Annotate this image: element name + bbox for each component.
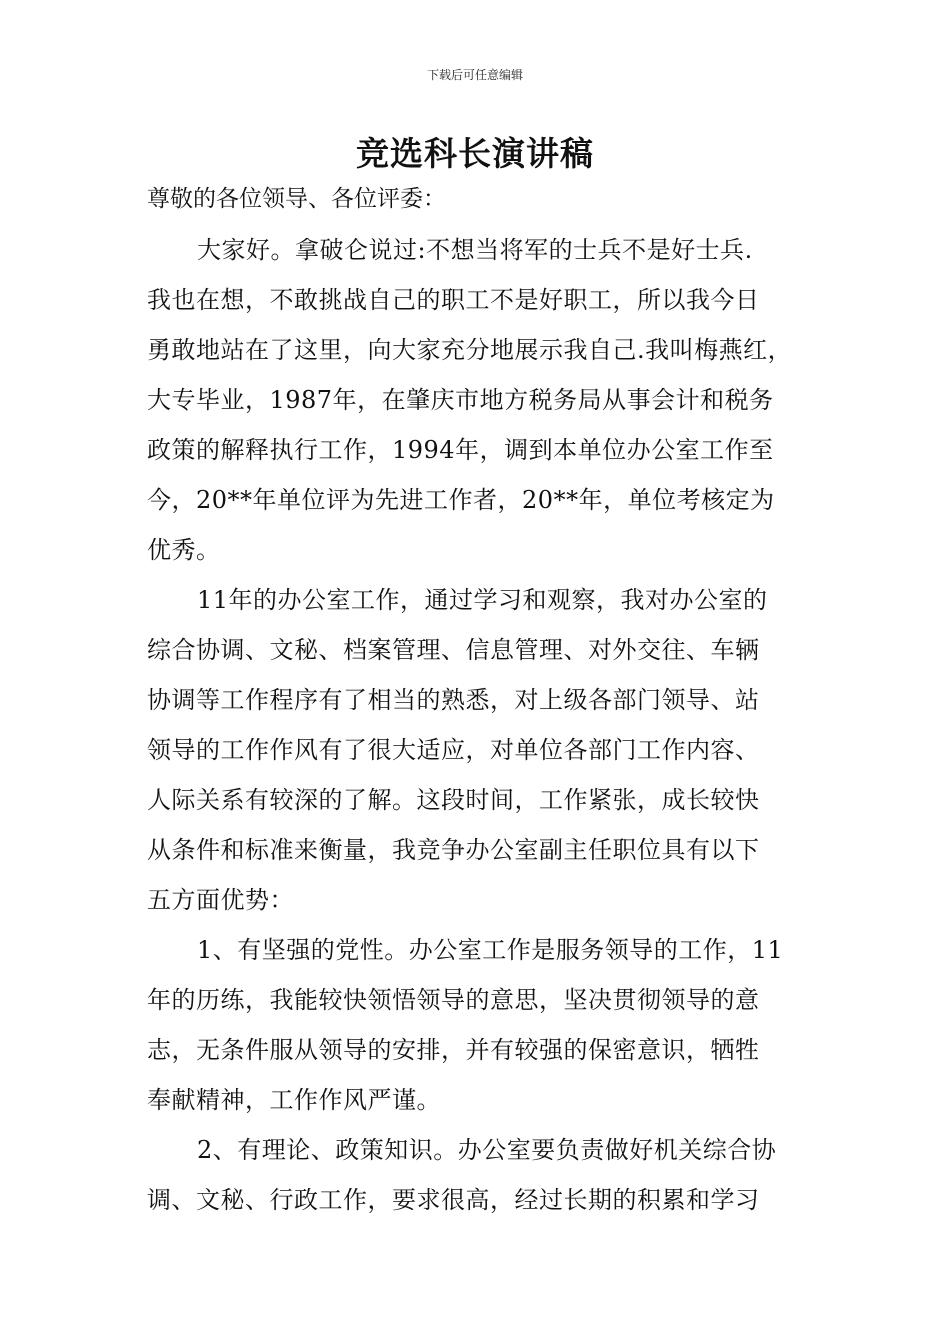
paragraph-line: 11年的办公室工作，通过学习和观察，我对办公室的 <box>197 586 768 614</box>
paragraph-line: 领导的工作作风有了很大适应，对单位各部门工作内容、 <box>147 736 760 764</box>
paragraph-line: 从条件和标准来衡量，我竞争办公室副主任职位具有以下 <box>147 836 760 864</box>
paragraph-line: 大专毕业，1987年，在肇庆市地方税务局从事会计和税务 <box>147 386 774 414</box>
paragraph-line: 2、有理论、政策知识。办公室要负责做好机关综合协 <box>197 1136 777 1164</box>
paragraph-line: 年的历练，我能较快领悟领导的意思，坚决贯彻领导的意 <box>147 986 760 1014</box>
paragraph-line: 调、文秘、行政工作，要求很高，经过长期的积累和学习 <box>147 1186 760 1214</box>
page-header-note: 下载后可任意编辑 <box>426 68 523 82</box>
document-title: 竞选科长演讲稿 <box>356 134 594 173</box>
paragraph-line: 勇敢地站在了这里，向大家充分地展示我自己.我叫梅燕红， <box>147 336 793 364</box>
paragraph-line: 综合协调、文秘、档案管理、信息管理、对外交往、车辆 <box>147 636 760 664</box>
paragraph-line: 志，无条件服从领导的安排，并有较强的保密意识，牺牲 <box>147 1036 760 1064</box>
paragraph-line: 政策的解释执行工作，1994年，调到本单位办公室工作至 <box>147 436 774 464</box>
salutation: 尊敬的各位领导、各位评委： <box>147 186 446 212</box>
paragraph-line: 五方面优势： <box>147 886 294 914</box>
paragraph-line: 大家好。拿破仑说过:不想当将军的士兵不是好士兵. <box>197 236 753 264</box>
paragraph-line: 优秀。 <box>147 536 221 564</box>
paragraph-line: 我也在想，不敢挑战自己的职工不是好职工，所以我今日 <box>147 286 760 314</box>
paragraph-line: 1、有坚强的党性。办公室工作是服务领导的工作，11 <box>197 936 784 964</box>
paragraph-line: 今，20**年单位评为先进工作者，20**年，单位考核定为 <box>147 486 775 514</box>
paragraph-line: 奉献精神，工作作风严谨。 <box>147 1086 441 1114</box>
paragraph-line: 人际关系有较深的了解。这段时间，工作紧张，成长较快 <box>147 786 760 814</box>
paragraph-line: 协调等工作程序有了相当的熟悉，对上级各部门领导、站 <box>147 686 760 714</box>
